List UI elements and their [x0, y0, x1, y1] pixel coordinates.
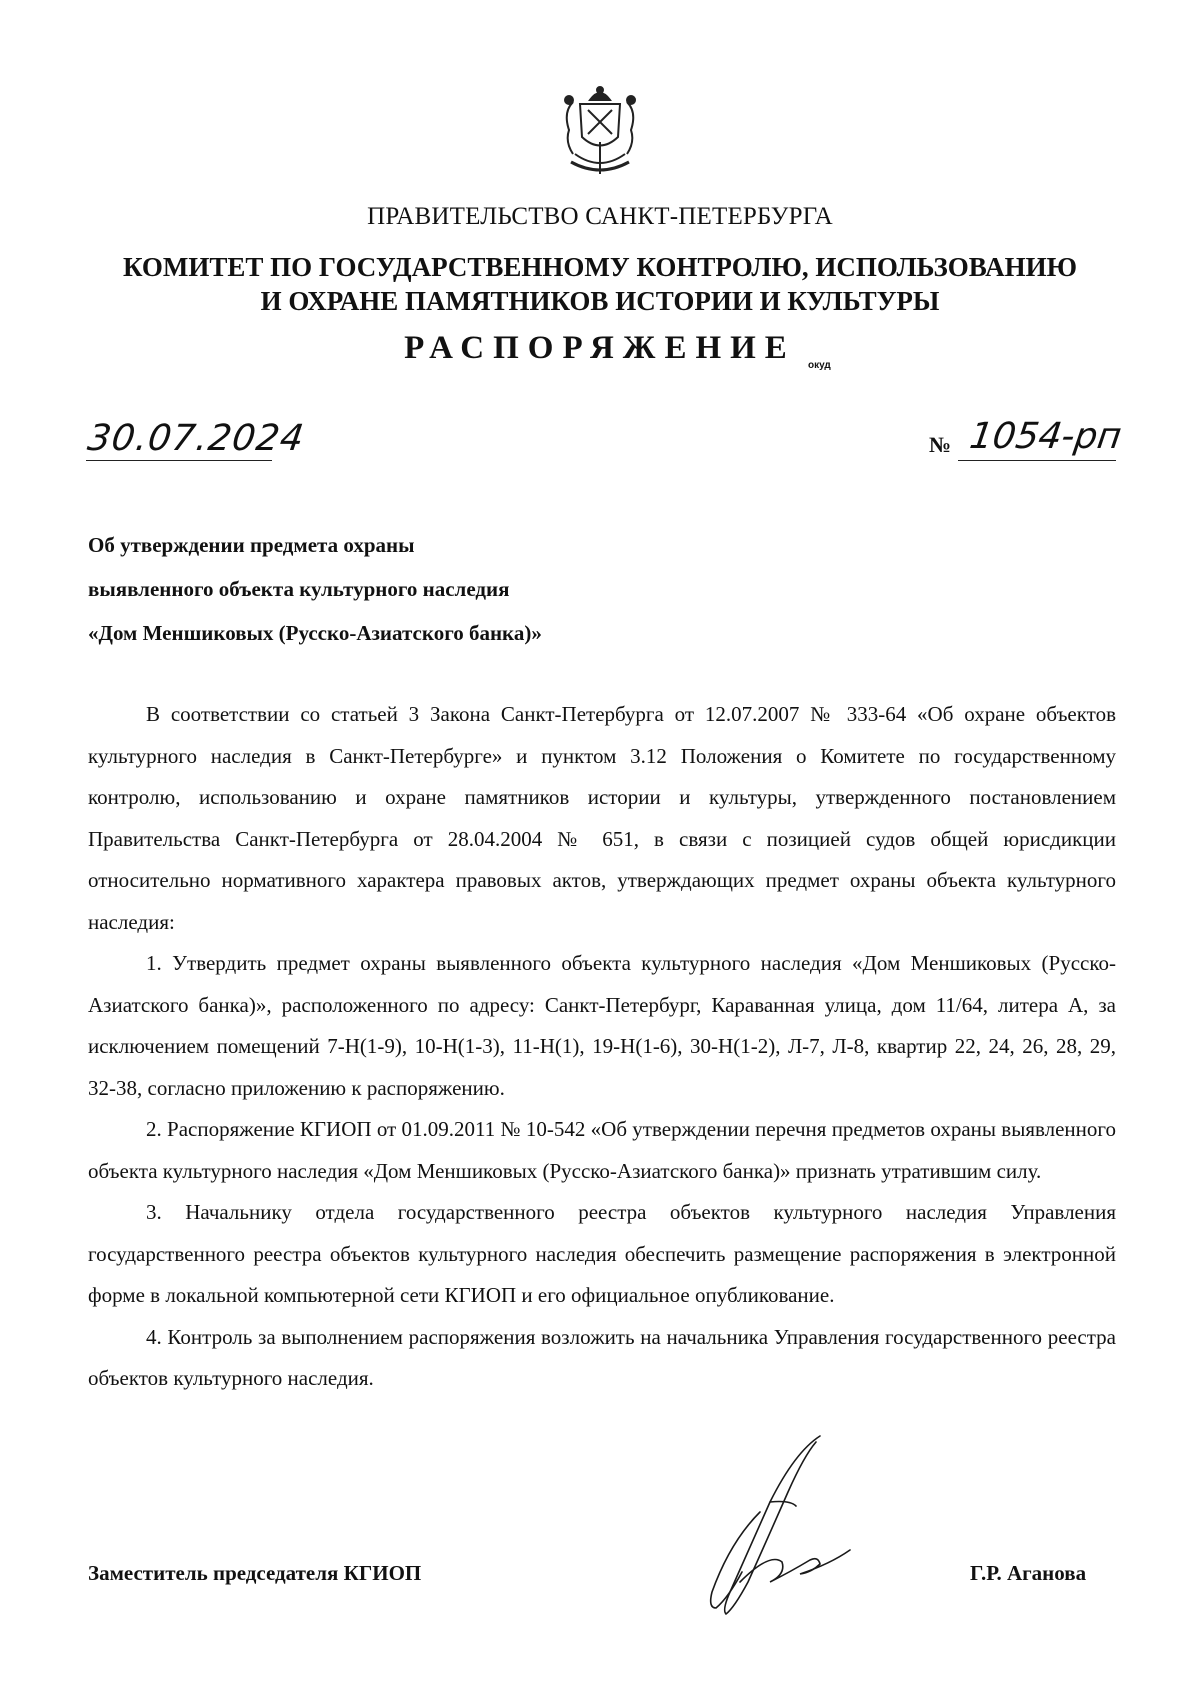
committee-name-line1: КОМИТЕТ ПО ГОСУДАРСТВЕННОМУ КОНТРОЛЮ, ИСПОЛЬЗОВАНИЮ — [123, 252, 1077, 282]
preamble-paragraph: В соответствии со статьей 3 Закона Санкт-Петербурга от 12.07.2007 № 333-64 «Об охране объектов культурного наследия в Санкт-Петербурге» и пунктом 3.12 Положения о Комитете по государственному контролю, использованию и охране памятников истории и культуры, утвержденного постановлением Правительства Санкт-Петербурга от 28.04.2004 № 651, в связи с позицией судов общей юрисдикции относительно нормативного характера правовых актов, утверждающих предмет охраны объекта культурного наследия: — [88, 702, 1116, 934]
handwritten-signature-icon — [700, 1432, 870, 1622]
government-name: ПРАВИТЕЛЬСТВО САНКТ-ПЕТЕРБУРГА — [367, 203, 833, 230]
committee-name — [0, 250, 1200, 318]
subject-line3: «Дом Меншиковых (Русско-Азиатского банка)» — [88, 621, 542, 645]
item-3-paragraph: 3. Начальнику отдела государственного реестра объектов культурного наследия Управления государственного реестра объектов культурного наследия обеспечить размещение распоряжения в электронной форме в локальной компьютерной сети КГИОП и его официальное опубликование. — [88, 1200, 1116, 1307]
item-1-paragraph: 1. Утвердить предмет охраны выявленного объекта культурного наследия «Дом Меншиковых (Русско-Азиатского банка)», расположенного по адресу: Санкт-Петербург, Караванная улица, дом 11/64, литера А, за исключением помещений 7-Н(1-9), 10-Н(1-3), 11-Н(1), 19-Н(1-6), 30-Н(1-2), Л-7, Л-8, квартир 22, 24, 26, 28, 29, 32-38, согласно приложению к распоряжению. — [88, 951, 1116, 1100]
document-date: 30.07.2024 — [85, 418, 308, 459]
number-underline — [958, 460, 1116, 461]
document-number: 1054-рп — [967, 416, 1124, 457]
signer-position: Заместитель председателя КГИОП — [88, 1561, 422, 1585]
st-petersburg-coat-of-arms-icon — [555, 82, 645, 182]
number-label: № — [929, 432, 952, 457]
signer-name: Г.Р. Аганова — [970, 1561, 1087, 1585]
committee-name-line2: И ОХРАНЕ ПАМЯТНИКОВ ИСТОРИИ И КУЛЬТУРЫ — [260, 286, 940, 316]
item-4-paragraph: 4. Контроль за выполнением распоряжения возложить на начальника Управления государственного реестра объектов культурного наследия. — [88, 1324, 1116, 1390]
document-subject — [88, 523, 542, 655]
subject-line1: Об утверждении предмета охраны — [88, 533, 415, 557]
item-2-paragraph: 2. Распоряжение КГИОП от 01.09.2011 № 10-542 «Об утверждении перечня предметов охраны выявленного объекта культурного наследия «Дом Меншиковых (Русско-Азиатского банка)» признать утратившим силу. — [88, 1117, 1116, 1183]
date-underline — [86, 460, 272, 461]
subject-line2: выявленного объекта культурного наследия — [88, 577, 510, 601]
document-body — [88, 694, 1116, 1400]
document-type: РАСПОРЯЖЕНИЕ — [404, 330, 796, 366]
okud-label: окуд — [808, 360, 831, 371]
